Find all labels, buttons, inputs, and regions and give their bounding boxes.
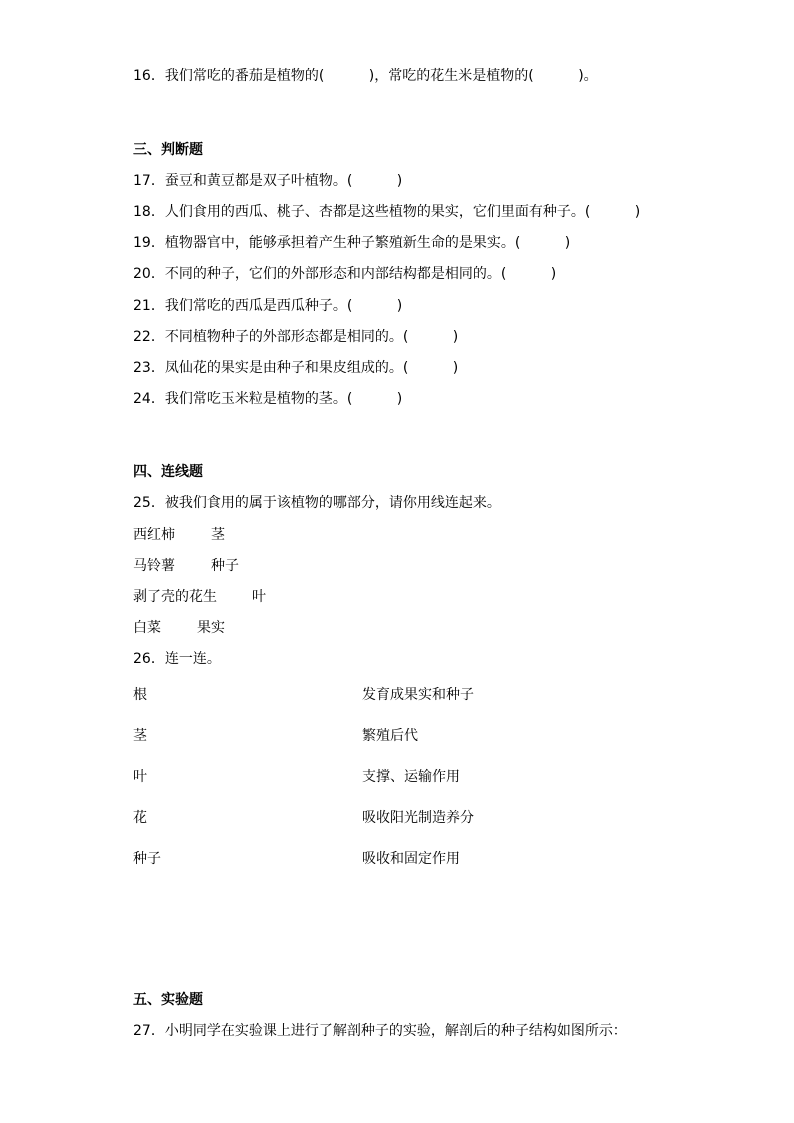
q26-right-item: 繁殖后代 [362,728,418,744]
question-18: 18．人们食用的西瓜、桃子、杏都是这些植物的果实，它们里面有种子。( ) [133,204,641,220]
section-5-title: 五、实验题 [133,992,203,1008]
question-25-stem: 25．被我们食用的属于该植物的哪部分，请你用线连起来。 [133,495,501,511]
q26-left-item: 根 [133,687,147,703]
question-26-stem: 26．连一连。 [133,651,221,667]
question-21: 21．我们常吃的西瓜是西瓜种子。( ) [133,298,403,314]
q25-left-item: 西红柿 [133,527,175,543]
question-17: 17．蚕豆和黄豆都是双子叶植物。( ) [133,173,403,189]
question-19: 19．植物器官中，能够承担着产生种子繁殖新生命的是果实。( ) [133,235,571,251]
question-20: 20．不同的种子，它们的外部形态和内部结构都是相同的。( ) [133,266,557,282]
q26-left-item: 种子 [133,851,161,867]
q26-right-item: 发育成果实和种子 [362,687,474,703]
q26-left-item: 花 [133,810,147,826]
question-23: 23．凤仙花的果实是由种子和果皮组成的。( ) [133,360,459,376]
question-27-stem: 27．小明同学在实验课上进行了解剖种子的实验，解剖后的种子结构如图所示： [133,1023,627,1039]
question-24: 24．我们常吃玉米粒是植物的茎。( ) [133,391,403,407]
q25-left-item: 马铃薯 [133,558,175,574]
q26-right-item: 吸收和固定作用 [362,851,460,867]
q26-right-item: 支撑、运输作用 [362,769,460,785]
q25-right-item: 叶 [252,589,266,605]
q25-right-item: 果实 [197,620,225,636]
q26-left-item: 叶 [133,769,147,785]
section-4-title: 四、连线题 [133,464,203,480]
q26-right-item: 吸收阳光制造养分 [362,810,474,826]
q25-left-item: 白菜 [133,620,161,636]
question-22: 22．不同植物种子的外部形态都是相同的。( ) [133,329,459,345]
q26-left-item: 茎 [133,728,147,744]
q25-right-item: 种子 [211,558,239,574]
question-16: 16．我们常吃的番茄是植物的( )，常吃的花生米是植物的( )。 [133,68,598,84]
section-3-title: 三、判断题 [133,142,203,158]
q25-right-item: 茎 [211,527,225,543]
q25-left-item: 剥了壳的花生 [133,589,217,605]
